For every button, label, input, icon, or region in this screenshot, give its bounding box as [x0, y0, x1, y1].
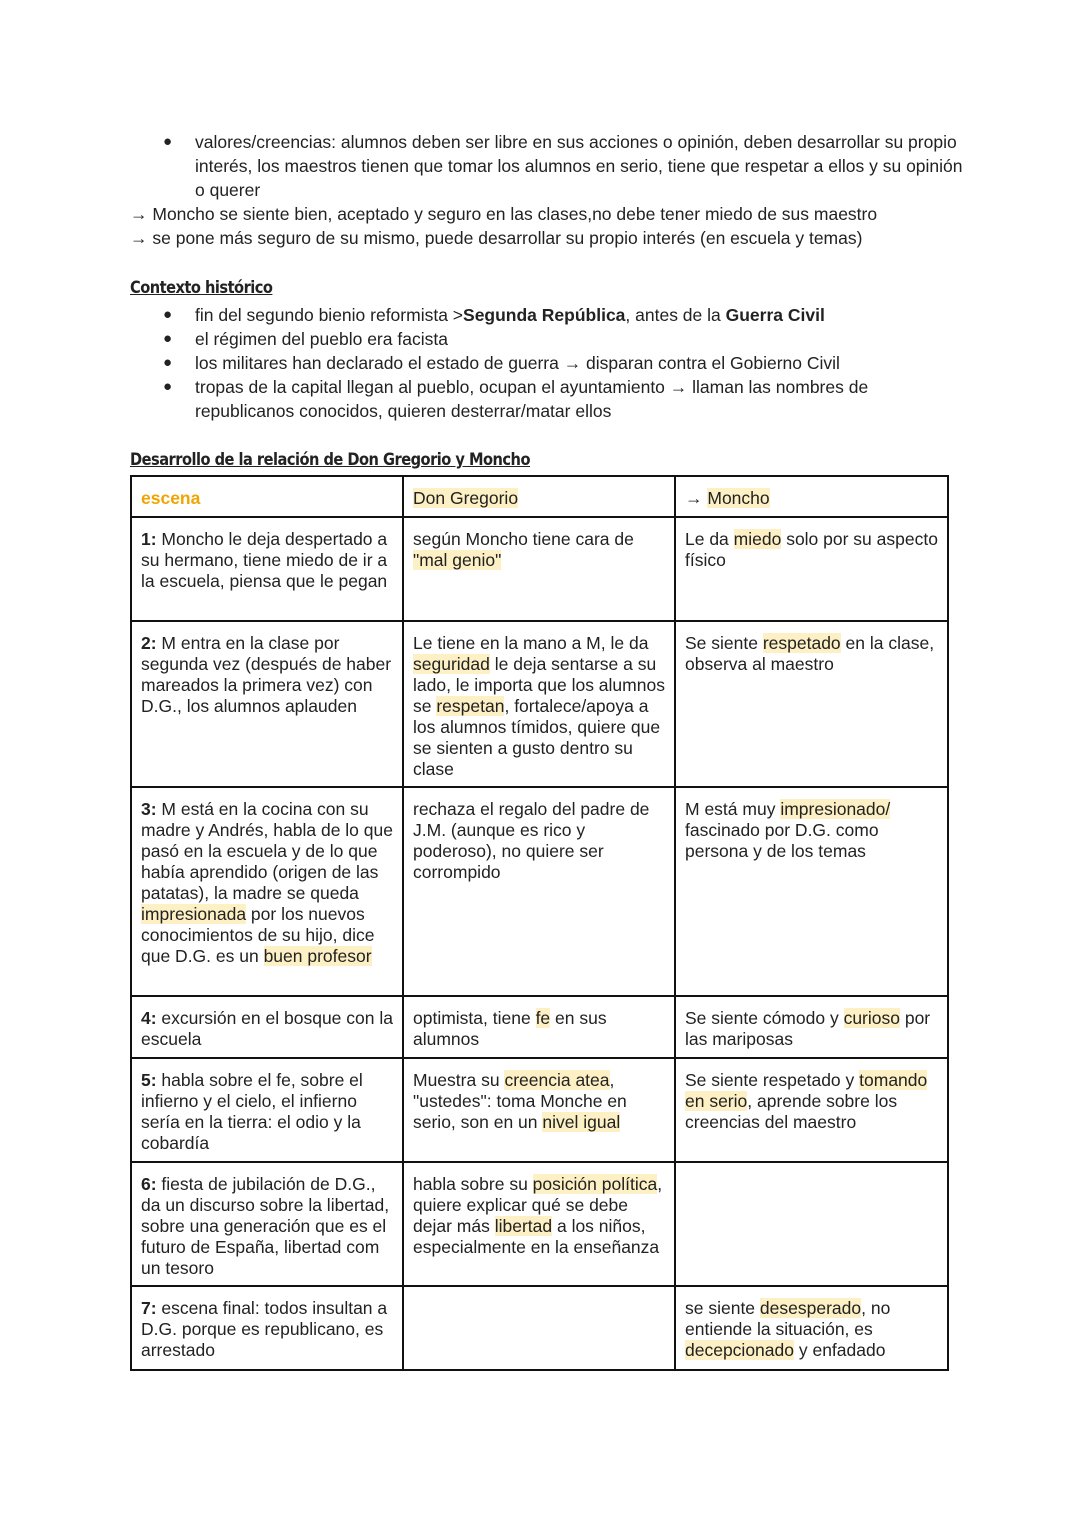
table-row: [131, 621, 948, 787]
cell-text: , quiere explicar qué se debe dejar más: [413, 1174, 663, 1236]
cell-don-gregorio: [403, 996, 675, 1058]
list-item-text: los militares han declarado el estado de guerra → disparan contra el Gobierno Civil: [195, 353, 840, 373]
cell-don-gregorio: [403, 787, 675, 996]
cell-text: escena final: todos insultan a D.G. porque es republicano, es arrestado: [141, 1298, 388, 1360]
bullet-icon: ●: [163, 354, 173, 371]
section-heading-contexto: Contexto histórico: [130, 278, 273, 298]
list-item-text: valores/creencias: alumnos deben ser libre en sus acciones o opinión, deben desarrollar su propio interés, los maestros tienen que tomar los alumnos en serio, tiene que respetar a ellos y su opinión o querer: [195, 132, 963, 200]
cell-text: según Moncho tiene cara de: [413, 529, 634, 549]
cell-don-gregorio: [403, 1286, 675, 1370]
cell-don-gregorio: [403, 1058, 675, 1162]
list-item: [130, 375, 970, 423]
cell-text: solo por su aspecto físico: [685, 529, 938, 570]
cell-text: por las mariposas: [685, 1008, 931, 1049]
values-list: [130, 130, 970, 202]
cell-escena: [131, 1286, 403, 1370]
cell-text: fiesta de jubilación de D.G., da un discurso sobre la libertad, sobre una generación que es el futuro de España, libertad com un tesoro: [141, 1174, 390, 1278]
table-row: [131, 787, 948, 996]
highlighted-text: nivel igual: [542, 1112, 621, 1132]
highlighted-text: impresionado/: [780, 799, 891, 819]
cell-text: excursión en el bosque con la escuela: [141, 1008, 393, 1049]
bullet-icon: ●: [163, 306, 173, 323]
highlighted-text: libertad: [494, 1216, 553, 1236]
cell-text: le deja sentarse a su lado, le importa que los alumnos se: [413, 654, 665, 716]
highlighted-text: tomando en serio: [685, 1070, 928, 1111]
cell-don-gregorio: [403, 517, 675, 621]
highlighted-text: impresionada: [141, 904, 247, 924]
table-row: [131, 996, 948, 1058]
table-row: [131, 1058, 948, 1162]
highlighted-text: creencia atea: [504, 1070, 610, 1090]
cell-escena: [131, 996, 403, 1058]
cell-escena: [131, 1162, 403, 1286]
list-item: [130, 327, 970, 351]
cell-moncho: [675, 996, 948, 1058]
cell-text: en sus alumnos: [413, 1008, 607, 1049]
cell-escena: [131, 621, 403, 787]
list-item: [130, 130, 970, 202]
cell-text: , fortalece/apoya a los alumnos tímidos, quiere que se sienten a gusto dentro su clase: [413, 696, 661, 779]
cell-text: optimista, tiene: [413, 1008, 536, 1028]
scene-number: 4:: [141, 1008, 157, 1028]
highlighted-text: "mal genio": [413, 550, 502, 570]
header-moncho: → Moncho: [675, 476, 948, 517]
cell-text: por los nuevos conocimientos de su hijo, dice que D.G. es un: [141, 904, 375, 966]
scene-number: 3:: [141, 799, 157, 819]
list-item-text: fin del segundo bienio reformista >Segunda República, antes de la Guerra Civil: [195, 305, 825, 325]
cell-text: , aprende sobre los creencias del maestro: [685, 1091, 898, 1132]
highlighted-text: curioso: [843, 1008, 900, 1028]
cell-text: a los niños, especialmente en la enseñanza: [413, 1216, 660, 1257]
list-item: [130, 351, 970, 375]
highlighted-text: miedo: [733, 529, 782, 549]
cell-text: M entra en la clase por segunda vez (después de haber mareados la primera vez) con D.G., los alumnos aplauden: [141, 633, 392, 716]
cell-text: y enfadado: [793, 1340, 886, 1360]
table-row: [131, 517, 948, 621]
highlighted-text: posición política: [532, 1174, 658, 1194]
table-row: [131, 1162, 948, 1286]
cell-moncho: [675, 517, 948, 621]
cell-escena: [131, 1058, 403, 1162]
highlighted-text: respetado: [762, 633, 841, 653]
scene-number: 6:: [141, 1174, 157, 1194]
bullet-icon: ●: [163, 330, 173, 347]
cell-text: Se siente: [685, 633, 763, 653]
cell-moncho: [675, 621, 948, 787]
cell-text: Le tiene en la mano a M, le da: [413, 633, 649, 653]
cell-text: habla sobre el fe, sobre el infierno y el cielo, el infierno sería en la tierra: el odio y la cobardía: [141, 1070, 363, 1153]
cell-escena: [131, 787, 403, 996]
cell-escena: [131, 517, 403, 621]
header-don-gregorio: Don Gregorio: [403, 476, 675, 517]
highlighted-text: fe: [535, 1008, 551, 1028]
cell-moncho: [675, 1286, 948, 1370]
list-item-text: tropas de la capital llegan al pueblo, ocupan el ayuntamiento → llaman las nombres de republicanos conocidos, quieren desterrar/matar ellos: [195, 377, 869, 421]
bullet-icon: ●: [163, 133, 173, 150]
table-row: [131, 1286, 948, 1370]
cell-text: Se siente respetado y: [685, 1070, 860, 1090]
cell-text: rechaza el regalo del padre de J.M. (aunque es rico y poderoso), no quiere ser corrompido: [413, 799, 650, 882]
cell-text: Le da: [685, 529, 734, 549]
relationship-table: [130, 475, 949, 1371]
highlighted-text: buen profesor: [263, 946, 372, 966]
cell-moncho: [675, 1162, 948, 1286]
cell-text: Se siente cómodo y: [685, 1008, 844, 1028]
cell-text: se siente: [685, 1298, 760, 1318]
table-header-row: [131, 476, 948, 517]
scene-number: 5:: [141, 1070, 157, 1090]
list-item: [130, 303, 970, 327]
cell-text: M está muy: [685, 799, 781, 819]
contexto-list: [130, 303, 970, 423]
scene-number: 1:: [141, 529, 157, 549]
cell-moncho: [675, 1058, 948, 1162]
cell-text: , "ustedes": toma Monche en serio, son en un: [413, 1070, 627, 1132]
scene-number: 2:: [141, 633, 157, 653]
header-escena: escena: [131, 476, 403, 517]
cell-text: Muestra su: [413, 1070, 505, 1090]
cell-text: habla sobre su: [413, 1174, 533, 1194]
cell-moncho: [675, 787, 948, 996]
scene-number: 7:: [141, 1298, 157, 1318]
conclusion-line-1: → Moncho se siente bien, aceptado y seguro en las clases,no debe tener miedo de sus maestro: [130, 204, 878, 224]
cell-don-gregorio: [403, 1162, 675, 1286]
cell-text: en la clase, observa al maestro: [685, 633, 935, 674]
conclusion-line-2: → se pone más seguro de su mismo, puede desarrollar su propio interés (en escuela y temas): [130, 228, 863, 248]
highlighted-text: respetan: [436, 696, 505, 716]
highlighted-text: desesperado: [759, 1298, 862, 1318]
list-item-text: el régimen del pueblo era facista: [195, 329, 448, 349]
highlighted-text: seguridad: [413, 654, 490, 674]
highlighted-text: decepcionado: [685, 1340, 794, 1360]
cell-text: M está en la cocina con su madre y Andrés, habla de lo que pasó en la escuela y de lo que había aprendido (origen de las patatas), la madre se queda: [141, 799, 393, 903]
bullet-icon: ●: [163, 378, 173, 395]
section-heading-desarrollo: Desarrollo de la relación de Don Gregorio y Moncho: [130, 450, 530, 470]
cell-text: , no entiende la situación, es: [685, 1298, 891, 1339]
cell-text: fascinado por D.G. como persona y de los temas: [685, 820, 879, 861]
cell-text: Moncho le deja despertado a su hermano, tiene miedo de ir a la escuela, piensa que le pegan: [141, 529, 388, 591]
cell-don-gregorio: [403, 621, 675, 787]
